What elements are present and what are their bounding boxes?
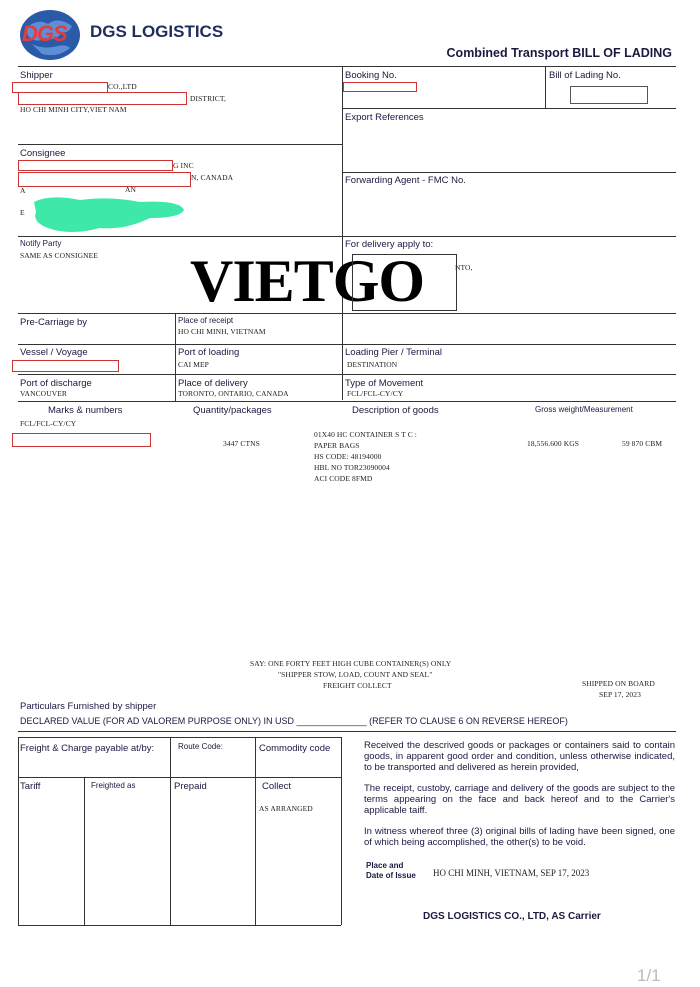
say-line: FREIGHT COLLECT (323, 681, 392, 690)
movement-type-value: FCL/FCL-CY/CY (347, 389, 404, 398)
place-receipt-value: HO CHI MINH, VIETNAM (178, 327, 266, 336)
measurement-value: 59 870 CBM (622, 439, 663, 448)
issue-label (366, 861, 416, 881)
terms-paragraph: In witness whereof three (3) original bills of lading have been signed, one of which being accomplished, the other(s) to be void. (364, 826, 675, 848)
description-header: Description of goods (352, 405, 439, 416)
loading-pier-value: DESTINATION (347, 360, 398, 369)
collect-value: AS ARRANGED (259, 804, 313, 813)
redaction-box (18, 160, 173, 171)
consignee-label: Consignee (20, 148, 66, 159)
issue-label-line2: Date of Issue (366, 871, 416, 880)
place-delivery-value: TORONTO, ONTARIO, CANADA (178, 389, 289, 398)
delivery-apply-label: For delivery apply to: (345, 239, 434, 250)
port-loading-label: Port of loading (178, 347, 240, 358)
company-name: DGS LOGISTICS (90, 22, 224, 41)
port-discharge-value: VANCOUVER (20, 389, 68, 398)
shipper-label: Shipper (20, 70, 53, 81)
declared-value: DECLARED VALUE (FOR AD VALOREM PURPOSE ONLY) IN USD ______________ (REFER TO CLAUSE 6 ON REVERSE HEREOF) (20, 716, 568, 726)
terms-paragraph: Received the descrived goods or packages or containers said to contain goods, in apparent good order and condition, unless otherwise indicated, to be transported and delivered as herein provided, (364, 740, 675, 773)
notify-party-value: SAME AS CONSIGNEE (20, 251, 98, 260)
route-code-label: Route Code: (178, 742, 223, 751)
consignee-line4: E (20, 208, 25, 217)
watermark-box (352, 254, 457, 311)
booking-no-label: Booking No. (345, 70, 397, 81)
vietgo-watermark: VIETGO (190, 248, 425, 314)
shipper-line1: CO.,LTD (108, 82, 137, 91)
particulars-label: Particulars Furnished by shipper (20, 701, 157, 712)
consignee-line1: G INC (173, 161, 194, 170)
shipped-on-board-label: SHIPPED ON BOARD (582, 679, 655, 688)
export-references-label: Export References (345, 112, 424, 123)
port-loading-value: CAI MEP (178, 360, 209, 369)
redaction-box (12, 433, 151, 447)
description-line: HS CODE: 48194000 (314, 452, 382, 461)
marks-header: Marks & numbers (48, 405, 123, 416)
notify-party-label: Notify Party (20, 239, 62, 248)
green-redaction-blob (30, 192, 186, 236)
description-line: ACI CODE 8FMD (314, 474, 373, 483)
freighted-as-label: Freighted as (91, 781, 136, 790)
logo-text: DGS (22, 21, 67, 46)
quantity-value: 3447 CTNS (223, 439, 260, 448)
say-line: "SHIPPER STOW, LOAD, COUNT AND SEAL" (278, 670, 433, 679)
description-line: PAPER BAGS (314, 441, 360, 450)
redaction-box (570, 86, 648, 104)
terms-paragraph: The receipt, custoby, carriage and delivery of the goods are subject to the terms appearing on the face and back hereof and to the Carrier's applicable taiff. (364, 783, 675, 816)
description-line: 01X40 HC CONTAINER S T C : (314, 430, 417, 439)
delivery-partial: NTO, (455, 263, 473, 272)
document-title: Combined Transport BILL OF LADING (446, 46, 672, 60)
gross-weight-header: Gross weight/Measurement (535, 405, 633, 414)
shipper-line2: DISTRICT, (190, 94, 226, 103)
commodity-code-label: Commodity code (259, 743, 331, 754)
place-receipt-label: Place of receipt (178, 316, 234, 325)
consignee-line2: N, CANADA (191, 173, 234, 182)
say-line: SAY: ONE FORTY FEET HIGH CUBE CONTAINER(S) ONLY (250, 659, 452, 668)
issue-value: HO CHI MINH, VIETNAM, SEP 17, 2023 (433, 868, 590, 878)
redaction-box (18, 92, 187, 105)
tariff-label: Tariff (20, 781, 41, 792)
collect-label: Collect (262, 781, 292, 792)
consignee-line3b: AN (125, 185, 137, 194)
freight-payable-label: Freight & Charge payable at/by: (20, 743, 155, 754)
redaction-box (12, 360, 119, 372)
marks-value: FCL/FCL-CY/CY (20, 419, 77, 428)
shipper-line3: HO CHI MINH CITY,VIET NAM (20, 105, 127, 114)
gross-weight-value: 18,556.600 KGS (527, 439, 580, 448)
movement-type-label: Type of Movement (345, 378, 424, 389)
page-counter: 1/1 (637, 966, 661, 985)
port-discharge-label: Port of discharge (20, 378, 92, 389)
prepaid-label: Prepaid (174, 781, 207, 792)
loading-pier-label: Loading Pier / Terminal (345, 347, 442, 358)
consignee-line3a: A (20, 186, 26, 195)
place-delivery-label: Place of delivery (178, 378, 248, 389)
pre-carriage-label: Pre-Carriage by (20, 317, 88, 328)
redaction-box (18, 172, 191, 187)
company-logo (18, 8, 82, 62)
shipped-on-board-date: SEP 17, 2023 (599, 690, 641, 699)
quantity-header: Quantity/packages (193, 405, 272, 416)
bl-no-label: Bill of Lading No. (549, 70, 621, 81)
description-line: HBL NO TOR23090004 (314, 463, 390, 472)
vessel-voyage-label: Vessel / Voyage (20, 347, 88, 358)
issue-label-line1: Place and (366, 861, 404, 870)
forwarding-agent-label: Forwarding Agent - FMC No. (345, 175, 466, 186)
carrier-signature: DGS LOGISTICS CO., LTD, AS Carrier (423, 911, 601, 922)
redaction-box (343, 82, 417, 92)
